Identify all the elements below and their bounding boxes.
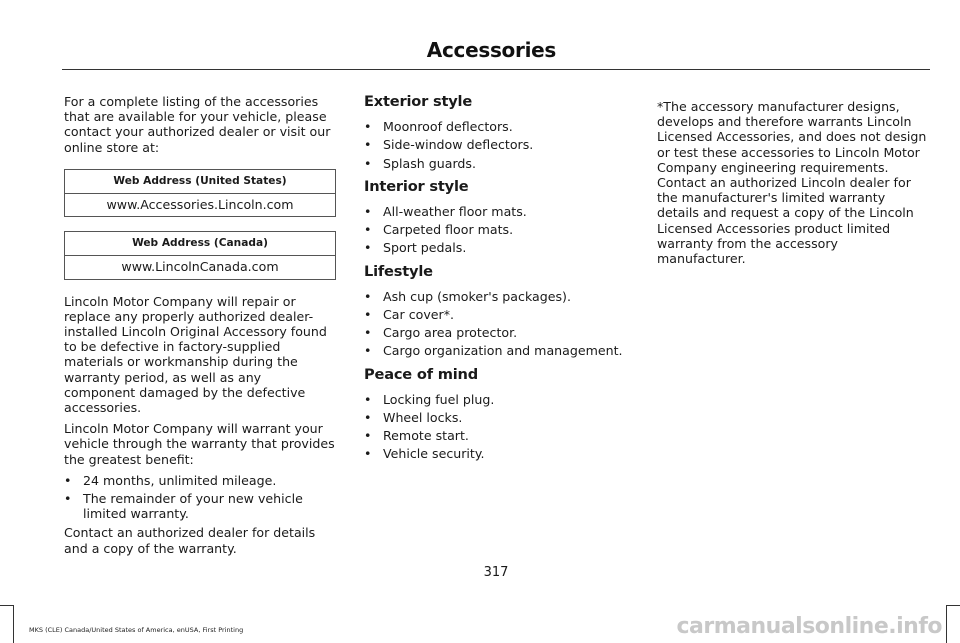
crop-mark (0, 605, 13, 606)
bullet-icon: • (364, 325, 372, 341)
left-column (64, 94, 336, 562)
bullet-icon: • (364, 428, 372, 444)
section-heading: Peace of mind (364, 365, 478, 383)
section-title: Accessories (426, 38, 556, 62)
warranty-bullet-list (64, 473, 336, 522)
bullet-icon: • (364, 307, 372, 323)
list-item (64, 491, 336, 521)
list-item (364, 222, 626, 237)
bullet-icon: • (364, 119, 372, 135)
bullet-icon: • (364, 288, 372, 304)
list-item (364, 137, 626, 152)
bullet-icon: • (364, 343, 372, 359)
list-item-text: Ash cup (smoker's packages). (383, 288, 571, 304)
bullet-icon: • (64, 491, 72, 507)
table-cell: www.Accessories.Lincoln.com (106, 197, 294, 213)
list-item (364, 343, 626, 358)
accessory-list (364, 204, 626, 256)
list-item (364, 428, 626, 443)
list-item-text: Locking fuel plug. (383, 391, 495, 407)
list-item (364, 410, 626, 425)
list-item (364, 289, 626, 304)
right-column (657, 99, 929, 272)
print-info: MKS (CLE) Canada/United States of America, enUSA, First Printing (29, 626, 244, 634)
section-heading: Interior style (364, 177, 469, 195)
list-item (364, 446, 626, 461)
list-item-text: Sport pedals. (383, 240, 467, 256)
list-item (364, 156, 626, 171)
bullet-icon: • (64, 472, 72, 488)
list-item (364, 325, 626, 340)
web-address-table-us (64, 169, 336, 217)
bullet-icon: • (364, 137, 372, 153)
list-item (364, 204, 626, 219)
list-item-text: Carpeted floor mats. (383, 222, 514, 238)
intro-paragraph: For a complete listing of the accessories that are available for your vehicle, please contact your authorized dealer or visit our online store at: (64, 94, 331, 155)
list-item-text: Splash guards. (383, 155, 476, 171)
web-address-table-canada (64, 231, 336, 279)
table-header: Web Address (Canada) (65, 232, 335, 256)
section-heading: Lifestyle (364, 262, 433, 280)
accessory-list (364, 392, 626, 462)
list-item-text: Cargo area protector. (383, 325, 518, 341)
list-item-text: Car cover*. (383, 307, 454, 323)
accessory-manufacturer-note: *The accessory manufacturer designs, develops and therefore warrants Lincoln Licensed Accessories, and does not design or test these accessories to Lincoln Motor Company engineering requirements. Contact an authorized Lincoln dealer for the manufacturer's limited warranty details and request a copy of the Lincoln Licensed Accessories product limited warranty from the accessory manufacturer. (657, 99, 927, 267)
list-item (64, 473, 336, 488)
list-item (364, 392, 626, 407)
crop-mark (13, 605, 14, 643)
list-item-text: Moonroof deflectors. (383, 119, 513, 135)
bullet-icon: • (364, 410, 372, 426)
warranty-paragraph: Lincoln Motor Company will repair or replace any properly authorized dealer-installed Lincoln Original Accessory found to be defective in factory-supplied materials or workmanship during the warranty period, as well as any component damaged by the defective accessories. (64, 293, 327, 416)
watermark-logo: carmanualsonline.info (676, 614, 942, 639)
list-item-text: Wheel locks. (383, 410, 463, 426)
table-header: Web Address (United States) (65, 170, 335, 194)
middle-column (364, 94, 626, 465)
list-item-text: Remote start. (383, 428, 469, 444)
crop-mark (946, 605, 960, 606)
closing-paragraph: Contact an authorized dealer for details and a copy of the warranty. (64, 525, 316, 556)
list-item-text: Side-window deflectors. (383, 137, 534, 153)
bullet-icon: • (364, 240, 372, 256)
list-item-text: Vehicle security. (383, 446, 485, 462)
table-cell: www.LincolnCanada.com (121, 259, 279, 275)
bullet-icon: • (364, 155, 372, 171)
accessory-list (364, 289, 626, 359)
bullet-icon: • (364, 204, 372, 220)
bullet-icon: • (364, 222, 372, 238)
crop-mark (946, 605, 947, 643)
list-item-text: Cargo organization and management. (383, 343, 623, 359)
list-item (364, 307, 626, 322)
title-rule (62, 69, 930, 70)
section-heading: Exterior style (364, 93, 473, 110)
list-item-text: 24 months, unlimited mileage. (83, 472, 277, 488)
list-item-text: All-weather floor mats. (383, 204, 527, 220)
warranty-benefit-paragraph: Lincoln Motor Company will warrant your vehicle through the warranty that provides the greatest benefit: (64, 421, 335, 467)
list-item (364, 240, 626, 255)
bullet-icon: • (364, 391, 372, 407)
list-item (364, 119, 626, 134)
bullet-icon: • (364, 446, 372, 462)
accessory-list (364, 119, 626, 171)
page-number: 317 (483, 565, 509, 580)
list-item-text: The remainder of your new vehicle limited warranty. (83, 491, 303, 522)
